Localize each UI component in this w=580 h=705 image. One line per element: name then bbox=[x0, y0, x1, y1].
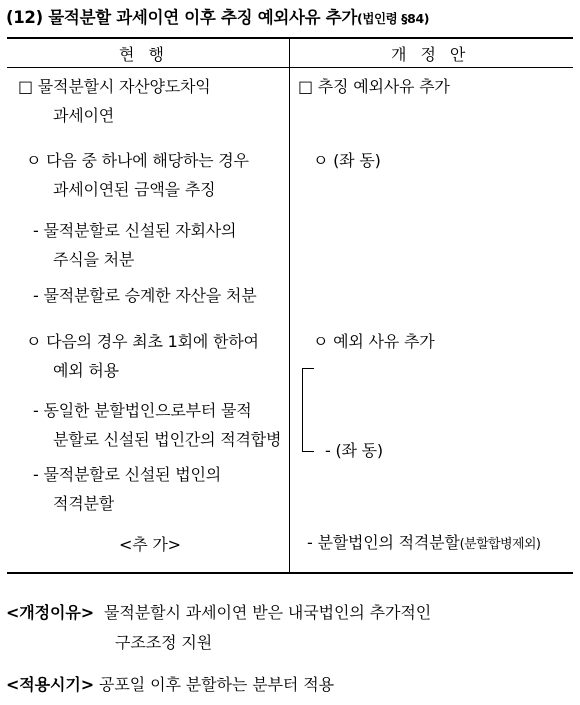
revised-added-main: - 분할법인의 적격분할 bbox=[307, 533, 460, 552]
revised-added bbox=[307, 529, 540, 559]
current-sub3-line1: - 동일한 분할법인으로부터 물적 bbox=[33, 401, 252, 420]
revised-sub-same: - (좌 동) bbox=[325, 441, 383, 460]
section-title bbox=[6, 4, 429, 28]
merge-bracket bbox=[302, 368, 314, 452]
current-item1-line1: □ 물적분할시 자산양도차익 bbox=[18, 77, 211, 96]
table-header bbox=[7, 39, 573, 68]
timing-line bbox=[6, 670, 334, 699]
title-law-reference: (법인령 §84) bbox=[357, 11, 430, 26]
header-current: 현행 bbox=[119, 45, 178, 64]
reason-text-line1: 물적분할시 과세이연 받은 내국법인의 추가적인 bbox=[104, 603, 432, 622]
current-sub1-line1: - 물적분할로 신설된 자회사의 bbox=[33, 221, 237, 240]
column-divider bbox=[289, 39, 290, 574]
revised-item1: □ 추징 예외사유 추가 bbox=[298, 77, 450, 96]
current-item3-line1: ㅇ 다음의 경우 최초 1회에 한하여 bbox=[26, 332, 259, 351]
current-sub3-line2: 분할로 신설된 법인간의 적격합병 bbox=[53, 430, 282, 449]
reason-text-line2: 구조조정 지원 bbox=[115, 633, 213, 652]
reason-label: <개정이유> bbox=[6, 603, 95, 622]
revised-added-note: (분할합병제외) bbox=[459, 537, 541, 552]
title-main: (12) 물적분할 과세이연 이후 추징 예외사유 추가 bbox=[6, 8, 358, 27]
header-revised: 개정안 bbox=[391, 45, 480, 64]
current-sub2: - 물적분할로 승계한 자산을 처분 bbox=[33, 286, 257, 305]
current-item1-line2: 과세이연 bbox=[53, 106, 115, 125]
timing-label: <적용시기> bbox=[6, 675, 95, 694]
current-added-placeholder: <추 가> bbox=[119, 535, 181, 554]
current-item2-line1: ㅇ 다음 중 하나에 해당하는 경우 bbox=[26, 151, 249, 170]
revised-item3: ㅇ 예외 사유 추가 bbox=[313, 332, 435, 351]
current-sub1-line2: 주식을 처분 bbox=[53, 250, 135, 269]
current-sub4-line1: - 물적분할로 신설된 법인의 bbox=[33, 465, 222, 484]
current-item3-line2: 예외 허용 bbox=[53, 361, 119, 380]
current-sub4-line2: 적격분할 bbox=[53, 494, 115, 513]
revised-item2: ㅇ (좌 동) bbox=[313, 151, 381, 170]
current-item2-line2: 과세이연된 금액을 추징 bbox=[53, 180, 216, 199]
reason-line1 bbox=[6, 598, 431, 627]
timing-text: 공포일 이후 분할하는 분부터 적용 bbox=[99, 675, 334, 694]
comparison-table bbox=[7, 37, 573, 574]
